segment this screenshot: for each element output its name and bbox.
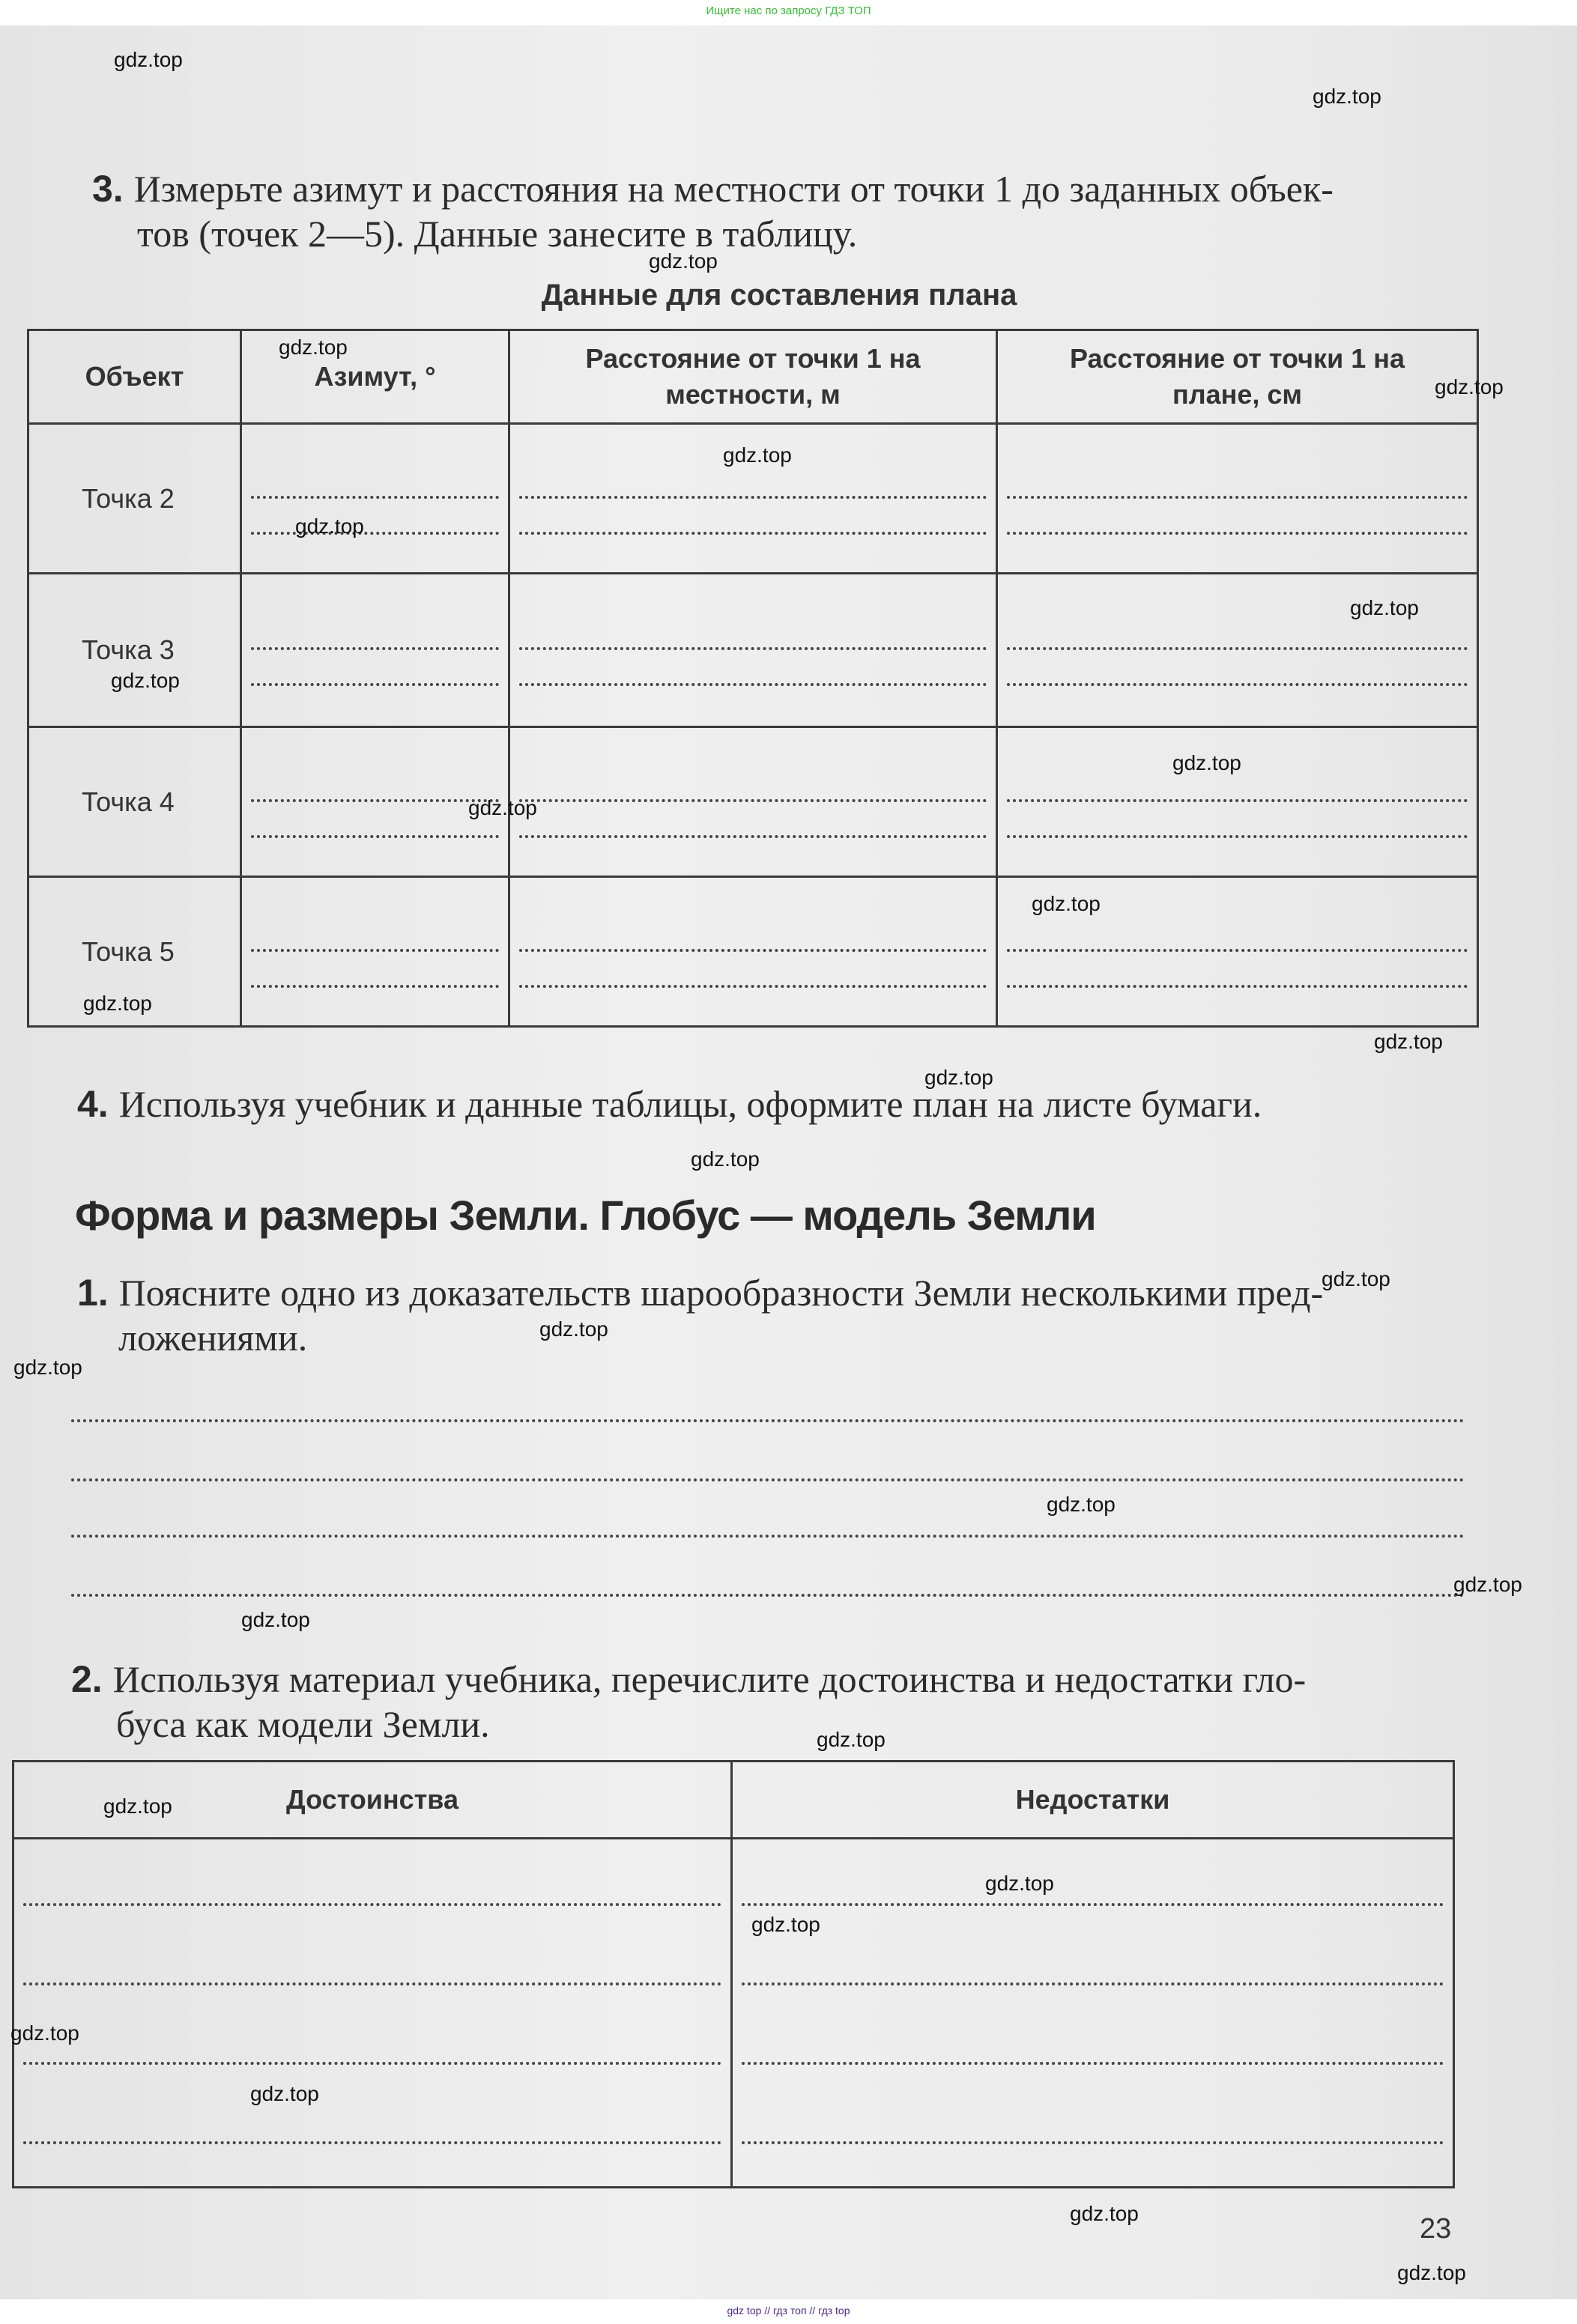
task-text: тов (точек 2—5). Данные занесите в таблицу.	[137, 213, 858, 255]
watermark: gdz.top	[539, 1317, 608, 1341]
disadvantages-cell[interactable]	[732, 1839, 1454, 2188]
task-text: ложениями.	[118, 1317, 308, 1359]
footer-links[interactable]: gdz top // гдз топ // гдз top	[727, 2305, 850, 2317]
ground-distance-cell[interactable]	[509, 727, 997, 877]
task-4	[77, 1081, 1501, 1126]
watermark: gdz.top	[817, 1728, 886, 1751]
task-number: 3.	[92, 168, 124, 210]
answer-line[interactable]	[71, 1419, 1465, 1422]
task-2	[71, 1657, 1495, 1747]
table-row	[28, 574, 1478, 727]
answer-line[interactable]	[71, 1535, 1465, 1538]
watermark: gdz.top	[649, 249, 718, 273]
azimuth-cell[interactable]	[241, 424, 509, 574]
watermark: gdz.top	[1032, 892, 1101, 915]
watermark: gdz.top	[985, 1872, 1054, 1895]
task-text: Поясните одно из доказательств шарообразности Земли несколькими пред-	[118, 1272, 1324, 1314]
answer-line[interactable]	[71, 1594, 1465, 1597]
watermark: gdz.top	[1435, 375, 1504, 398]
task-3	[92, 166, 1516, 256]
watermark: gdz.top	[250, 2082, 319, 2105]
search-banner: Ищите нас по запросу ГДЗ ТОП	[706, 4, 871, 17]
task-number: 1.	[77, 1272, 109, 1314]
globe-pros-cons-table	[12, 1760, 1455, 2188]
plan-distance-cell[interactable]	[997, 727, 1478, 877]
page-number: 23	[1420, 2213, 1452, 2245]
task-number: 2.	[71, 1658, 103, 1700]
watermark: gdz.top	[279, 336, 348, 359]
task-number: 4.	[77, 1083, 109, 1125]
azimuth-cell[interactable]	[241, 574, 509, 727]
task-text: Измерьте азимут и расстояния на местности от точки 1 до заданных объек-	[133, 168, 1334, 210]
watermark: gdz.top	[241, 1608, 310, 1631]
task-text: Используя учебник и данные таблицы, оформите план на листе бумаги.	[118, 1083, 1262, 1125]
watermark: gdz.top	[83, 992, 152, 1015]
column-header: Азимут, °	[241, 330, 509, 424]
watermark: gdz.top	[1453, 1573, 1522, 1596]
watermark: gdz.top	[1047, 1493, 1116, 1516]
table-caption: Данные для составления плана	[541, 279, 1017, 312]
column-header: Расстояние от точки 1 на плане, см	[997, 330, 1478, 424]
row-label: Точка 5	[28, 877, 241, 1027]
ground-distance-cell[interactable]	[509, 574, 997, 727]
row-label: Точка 3	[28, 574, 241, 727]
watermark: gdz.top	[1350, 596, 1419, 619]
watermark: gdz.top	[1172, 751, 1241, 774]
table-row	[28, 877, 1478, 1027]
watermark: gdz.top	[295, 515, 364, 538]
watermark: gdz.top	[13, 1356, 82, 1379]
watermark: gdz.top	[468, 796, 537, 819]
azimuth-cell[interactable]	[241, 877, 509, 1027]
watermark: gdz.top	[1070, 2202, 1139, 2225]
watermark: gdz.top	[1313, 85, 1381, 108]
table-row	[13, 1839, 1454, 2188]
watermark: gdz.top	[1322, 1267, 1390, 1290]
watermark: gdz.top	[924, 1066, 993, 1089]
plan-data-table	[27, 329, 1479, 1028]
watermark: gdz.top	[1397, 2261, 1466, 2284]
watermark: gdz.top	[10, 2021, 79, 2045]
watermark: gdz.top	[691, 1147, 760, 1171]
table-row	[28, 727, 1478, 877]
watermark: gdz.top	[751, 1913, 820, 1936]
column-header: Недостатки	[732, 1762, 1454, 1839]
watermark: gdz.top	[723, 443, 792, 467]
answer-line[interactable]	[71, 1478, 1465, 1481]
row-label: Точка 2	[28, 424, 241, 574]
table-header-row	[28, 330, 1478, 424]
section-title: Форма и размеры Земли. Глобус — модель Земли	[75, 1192, 1096, 1239]
column-header: Объект	[28, 330, 241, 424]
row-label: Точка 4	[28, 727, 241, 877]
task-text: Используя материал учебника, перечислите достоинства и недостатки гло-	[112, 1658, 1307, 1700]
plan-distance-cell[interactable]	[997, 424, 1478, 574]
ground-distance-cell[interactable]	[509, 877, 997, 1027]
watermark: gdz.top	[114, 48, 183, 71]
task-1	[77, 1270, 1501, 1360]
watermark: gdz.top	[111, 669, 180, 692]
task-text: буса как модели Земли.	[116, 1703, 490, 1745]
column-header: Расстояние от точки 1 на местности, м	[509, 330, 997, 424]
watermark: gdz.top	[1374, 1030, 1443, 1053]
watermark: gdz.top	[103, 1794, 172, 1818]
advantages-cell[interactable]	[13, 1839, 732, 2188]
column-header: Достоинства	[13, 1762, 732, 1839]
table-header-row	[13, 1762, 1454, 1839]
